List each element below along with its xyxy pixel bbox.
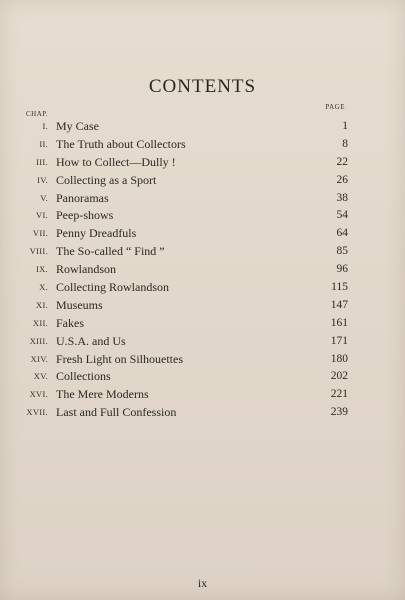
- chapter-number: XIII.: [29, 335, 48, 346]
- chapter-title: Panoramas: [56, 190, 109, 205]
- page-number: 8: [342, 137, 348, 150]
- chapter-number: V.: [40, 192, 48, 203]
- chapter-number: VI.: [36, 210, 48, 221]
- chapter-title: The So-called “ Find ”: [56, 244, 165, 259]
- page-number: 221: [330, 388, 348, 401]
- chapter-title: Last and Full Confession: [56, 405, 177, 420]
- toc-entry: [0, 172, 405, 190]
- chapter-title: Collections: [56, 369, 111, 384]
- chapter-number: IV.: [37, 174, 48, 185]
- chapter-title: Rowlandson: [56, 262, 116, 277]
- chapter-title: Peep-shows: [56, 208, 114, 223]
- chapter-title: Collecting Rowlandson: [56, 280, 169, 295]
- page-number: 54: [336, 209, 348, 222]
- chapter-title: The Truth about Collectors: [56, 136, 186, 151]
- chapter-title: Penny Dreadfuls: [56, 226, 137, 241]
- chapter-number: IX.: [36, 264, 48, 275]
- chapter-number: II.: [39, 138, 48, 149]
- page-number: 22: [336, 155, 348, 168]
- chapter-title: My Case: [56, 119, 99, 133]
- chapter-title: U.S.A. and Us: [56, 333, 126, 348]
- toc-entry: [0, 207, 405, 225]
- chapter-number: VIII.: [29, 246, 48, 257]
- page-number: 1: [342, 120, 348, 132]
- toc-entry: [0, 315, 405, 333]
- chapter-title: Museums: [56, 297, 103, 312]
- chapter-title: Fakes: [56, 315, 84, 330]
- toc-entry: [0, 261, 405, 279]
- chapter-number: XVII.: [26, 407, 48, 418]
- page-number: 239: [330, 406, 348, 419]
- chapter-title: Fresh Light on Silhouettes: [56, 351, 183, 366]
- toc-entry: [0, 118, 405, 136]
- chapter-number: XVI.: [29, 389, 48, 400]
- chapter-number: VII.: [32, 228, 48, 239]
- toc-entry: [0, 351, 405, 369]
- toc-entry: [0, 279, 405, 297]
- page-number: 180: [330, 352, 348, 365]
- chapter-number: XV.: [33, 371, 48, 382]
- page-number: 115: [331, 281, 348, 294]
- toc-entry: [0, 190, 405, 208]
- page-number: 171: [330, 334, 348, 347]
- toc-entry: [0, 368, 405, 386]
- chapter-title: Collecting as a Sport: [56, 172, 157, 187]
- page-number: 161: [330, 316, 348, 329]
- toc-entry: [0, 154, 405, 172]
- page-title: CONTENTS: [148, 76, 257, 97]
- chapter-column-header: CHAP.: [26, 110, 49, 118]
- page-number: 38: [336, 191, 348, 204]
- toc-entry: [0, 297, 405, 315]
- page-number: 64: [336, 227, 348, 240]
- toc-entry: [0, 386, 405, 404]
- folio: ix: [197, 576, 208, 590]
- chapter-number: XIV.: [30, 353, 48, 364]
- toc-entry: [0, 404, 405, 422]
- chapter-number: I.: [42, 121, 48, 131]
- chapter-number: III.: [36, 156, 48, 167]
- toc-entry: [0, 333, 405, 351]
- chapter-number: XI.: [36, 299, 48, 310]
- chapter-number: X.: [39, 282, 48, 293]
- toc-entry: [0, 136, 405, 154]
- page-column-header: PAGE: [325, 103, 345, 111]
- chapter-title: The Mere Moderns: [56, 387, 149, 402]
- chapter-title: How to Collect—Dully !: [56, 154, 176, 169]
- toc-entry: [0, 243, 405, 261]
- chapter-number: XII.: [32, 317, 48, 328]
- page-number: 147: [330, 298, 348, 311]
- page-number: 26: [336, 173, 348, 186]
- page-number: 96: [336, 263, 348, 276]
- page-number: 85: [336, 245, 348, 258]
- page-number: 202: [330, 370, 348, 383]
- table-of-contents: [0, 118, 405, 422]
- toc-entry: [0, 225, 405, 243]
